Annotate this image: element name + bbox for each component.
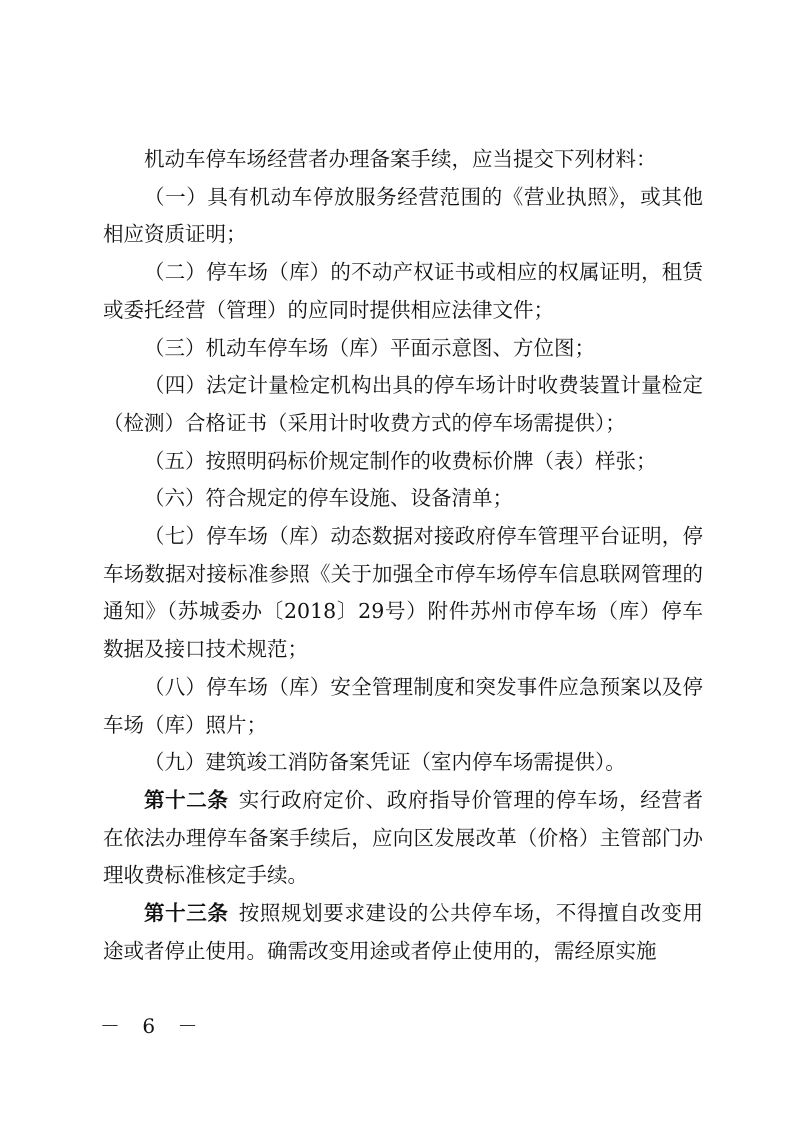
body-text	[103, 141, 703, 970]
list-item-7: （七）停车场（库）动态数据对接政府停车管理平台证明，停车场数据对接标准参照《关于加强全市停车场停车信息联网管理的通知》（苏城委办〔2018〕29号）附件苏州市停车场（库）停车数据及接口技术规范；	[103, 524, 703, 662]
article-13	[103, 895, 703, 970]
paragraph-intro: 机动车停车场经营者办理备案手续，应当提交下列材料：	[144, 147, 657, 171]
article-body: 实行政府定价、政府指导价管理的停车场，经营者在依法办理停车备案手续后，应向区发展改革（价格）主管部门办理收费标准核定手续。	[103, 787, 704, 888]
article-body: 按照规划要求建设的公共停车场，不得擅自改变用途或者停止使用。确需改变用途或者停止使用的，需经原实施	[103, 901, 704, 963]
article-heading: 第十三条	[144, 901, 229, 926]
article-heading: 第十二条	[144, 787, 229, 812]
article-12	[103, 782, 703, 895]
list-item-4: （四）法定计量检定机构出具的停车场计时收费装置计量检定（检测）合格证书（采用计时收费方式的停车场需提供）；	[103, 373, 703, 435]
list-item-1: （一）具有机动车停放服务经营范围的《营业执照》，或其他相应资质证明；	[103, 184, 703, 247]
list-item-6: （六）符合规定的停车设施、设备清单；	[144, 486, 513, 511]
page-number: － 6 －	[100, 1014, 206, 1038]
list-item-3: （三）机动车停车场（库）平面示意图、方位图；	[144, 335, 595, 360]
list-item-8: （八）停车场（库）安全管理制度和突发事件应急预案以及停车场（库）照片；	[103, 674, 703, 737]
list-item-9: （九）建筑竣工消防备案凭证（室内停车场需提供）。	[144, 750, 626, 775]
list-item-5: （五）按照明码标价规定制作的收费标价牌（表）样张；	[144, 448, 657, 473]
list-item-2: （二）停车场（库）的不动产权证书或相应的权属证明，租赁或委托经营（管理）的应同时提供相应法律文件；	[103, 260, 703, 322]
